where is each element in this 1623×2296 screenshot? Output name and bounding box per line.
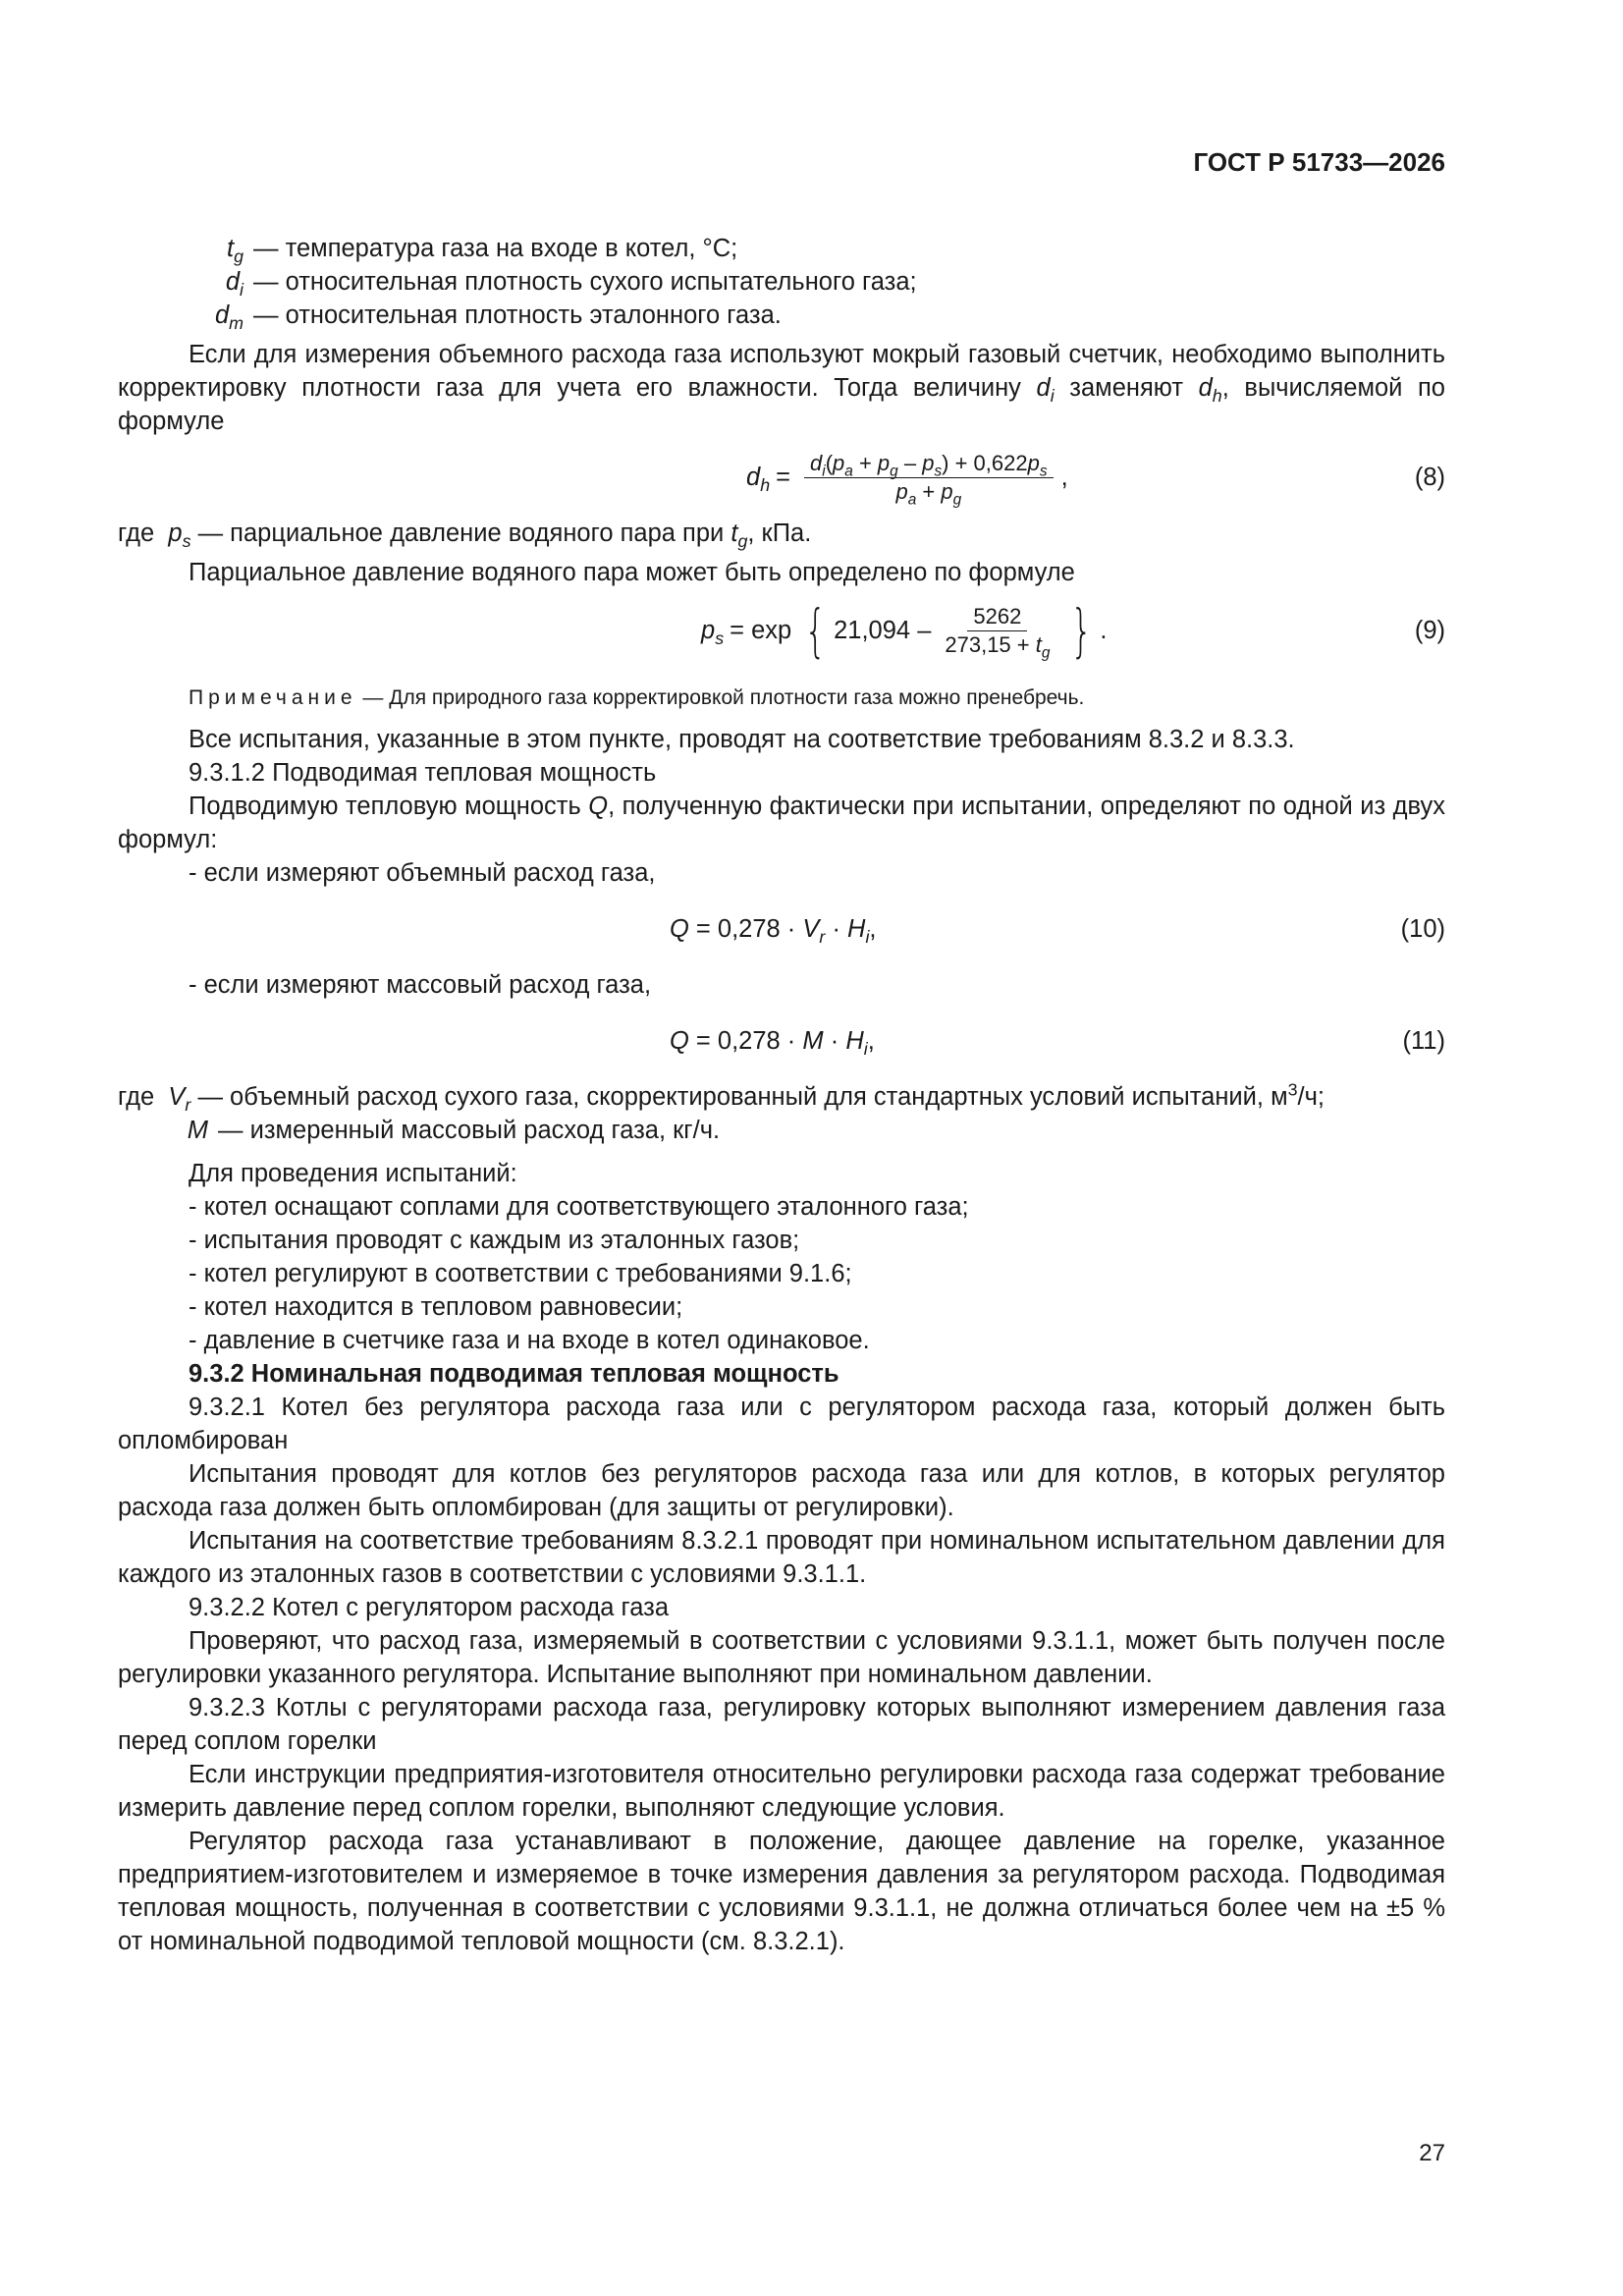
list-item: - испытания проводят с каждым из эталонных газов; (189, 1227, 800, 1254)
paragraph-heat-input: Подводимую тепловую мощность Q, полученную фактически при испытании, определяют по одной из двух формул: (118, 793, 1445, 853)
equals-sign: = (776, 464, 791, 491)
formula-exp: = exp (730, 617, 792, 644)
formula-body: Q = 0,278 · M · $H_i$ , (670, 1027, 875, 1060)
formula-number: (8) (1414, 464, 1445, 491)
formula-10 (118, 890, 1445, 968)
formula-lhs: $p_s$ (701, 617, 725, 649)
definition-text: — относительная плотность сухого испытательного газа; (253, 268, 917, 296)
note-label: Примечание (189, 686, 357, 709)
section-9-3-1-2: 9.3.1.2 Подводимая тепловая мощность (189, 759, 657, 787)
definition-m (118, 1114, 1445, 1147)
symbol: M (187, 1117, 208, 1144)
symbol: $d_m$ (214, 301, 243, 334)
list-item-volume: - если измеряют объемный расход газа, (189, 859, 656, 887)
page-content (118, 232, 1445, 1958)
formula-body (701, 589, 1107, 672)
definition-tg (118, 232, 1445, 265)
symbol: $t_g$ (226, 235, 243, 267)
fraction-numerator: $d_i(p_a + p_g - p_s) + 0,622p_s$ (804, 450, 1054, 478)
definition-vr: где $V_r$ — объемный расход сухого газа, скорректированный для стандартных условий испытаний, $м^3/ч$; (118, 1079, 1325, 1116)
paragraph-partial-pressure: Парциальное давление водяного пара может быть определено по формуле (189, 559, 1075, 586)
formula-11 (118, 1002, 1445, 1080)
page-number: 27 (1419, 2140, 1445, 2166)
formula-period: . (1100, 617, 1108, 644)
definitions-top (118, 232, 1445, 332)
fraction (939, 603, 1055, 659)
section-9-3-2-1: 9.3.2.1 Котел без регулятора расхода газа или с регулятором расхода газа, который должен быть опломбирован (118, 1394, 1445, 1454)
section-9-3-2: 9.3.2 Номинальная подводимая тепловая мощность (189, 1360, 839, 1388)
paragraph-all-tests: Все испытания, указанные в этом пункте, проводят на соответствие требованиям 8.3.2 и 8.3.3. (189, 726, 1295, 753)
formula-number: (10) (1400, 915, 1445, 943)
formula-body (746, 438, 1068, 517)
formula-body: Q = 0,278 · $V_r$ · $H_i$ , (670, 915, 877, 948)
list-item: - котел оснащают соплами для соответствующего эталонного газа; (189, 1193, 969, 1221)
tests-list (118, 1190, 1445, 1357)
definition-ps: где $p_s$ — парциальное давление водяного пара при $t_g$, кПа. (118, 519, 812, 552)
paragraph-9-3-2-1-a: Испытания проводят для котлов без регуляторов расхода газа или для котлов, в которых регулятор расхода газа должен быть опломбирован (для защиты от регулировки). (118, 1460, 1445, 1521)
fraction-denominator: $p_a + p_g$ (895, 478, 962, 508)
definition-text: — относительная плотность эталонного газа. (253, 301, 782, 329)
formula-9 (118, 589, 1445, 672)
paragraph-9-3-2-1-b: Испытания на соответствие требованиям 8.3.2.1 проводят при номинальном испытательном давлении для каждого из эталонных газов в соответствии с условиями 9.3.1.1. (118, 1527, 1445, 1588)
definition-text: — измеренный массовый расход газа, кг/ч. (218, 1117, 721, 1144)
note-text: — Для природного газа корректировкой плотности газа можно пренебречь. (362, 686, 1085, 709)
formula-lhs: $d_h$ (746, 464, 771, 496)
tests-intro: Для проведения испытаний: (189, 1160, 517, 1187)
definition-dm (118, 299, 1445, 332)
formula-constant: 21,094 – (834, 617, 932, 644)
list-item-mass: - если измеряют массовый расход газа, (189, 971, 652, 999)
list-item: - давление в счетчике газа и на входе в котел одинаковое. (189, 1327, 870, 1354)
formula-comma: , (1060, 464, 1068, 491)
paragraph-9-3-2-3-b: Регулятор расхода газа устанавливают в положение, дающее давление на горелке, указанное предприятием-изготовителем и измеряемое в точке измерения давления за регулятором расхода. Подводимая тепловая мощность, полученная в соответствии с условиями 9.3.1.1, не должна отличаться более чем на ±5 % от номинальной подводимой тепловой мощности (см. 8.3.2.1). (118, 1828, 1445, 1955)
formula-number: (11) (1402, 1027, 1445, 1055)
symbol: $d_i$ (225, 268, 243, 301)
section-9-3-2-2: 9.3.2.2 Котел с регулятором расхода газа (189, 1594, 670, 1621)
fraction-numerator: 5262 (967, 603, 1027, 631)
document-header: ГОСТ Р 51733—2026 (1193, 147, 1445, 177)
paragraph-9-3-2-3-a: Если инструкции предприятия-изготовителя относительно регулировки расхода газа содержат требование измерить давление перед соплом горелки, выполняют следующие условия. (118, 1761, 1445, 1822)
paragraph-wet-meter: Если для измерения объемного расхода газа используют мокрый газовый счетчик, необходимо выполнить корректировку плотности газа для учета его влажности. Тогда величину $d_i$ заменяют $d_h$, вычисляемой по формуле (118, 341, 1445, 435)
fraction (804, 450, 1054, 506)
list-item: - котел регулируют в соответствии с требованиями 9.1.6; (189, 1260, 852, 1287)
list-item: - котел находится в тепловом равновесии; (189, 1293, 683, 1321)
definition-text: — температура газа на входе в котел, °С; (253, 235, 738, 262)
formula-8 (118, 438, 1445, 517)
right-brace: } (1070, 597, 1093, 664)
fraction-denominator: $273,15 + t_g$ (945, 631, 1051, 661)
note (118, 682, 1445, 715)
section-9-3-2-3: 9.3.2.3 Котлы с регуляторами расхода газа, регулировку которых выполняют измерением давления газа перед соплом горелки (118, 1694, 1445, 1755)
formula-number: (9) (1414, 617, 1445, 644)
left-brace: { (804, 597, 827, 664)
definition-di (118, 265, 1445, 299)
paragraph-9-3-2-2: Проверяют, что расход газа, измеряемый в соответствии с условиями 9.3.1.1, может быть получен после регулировки указанного регулятора. Испытание выполняют при номинальном давлении. (118, 1627, 1445, 1688)
